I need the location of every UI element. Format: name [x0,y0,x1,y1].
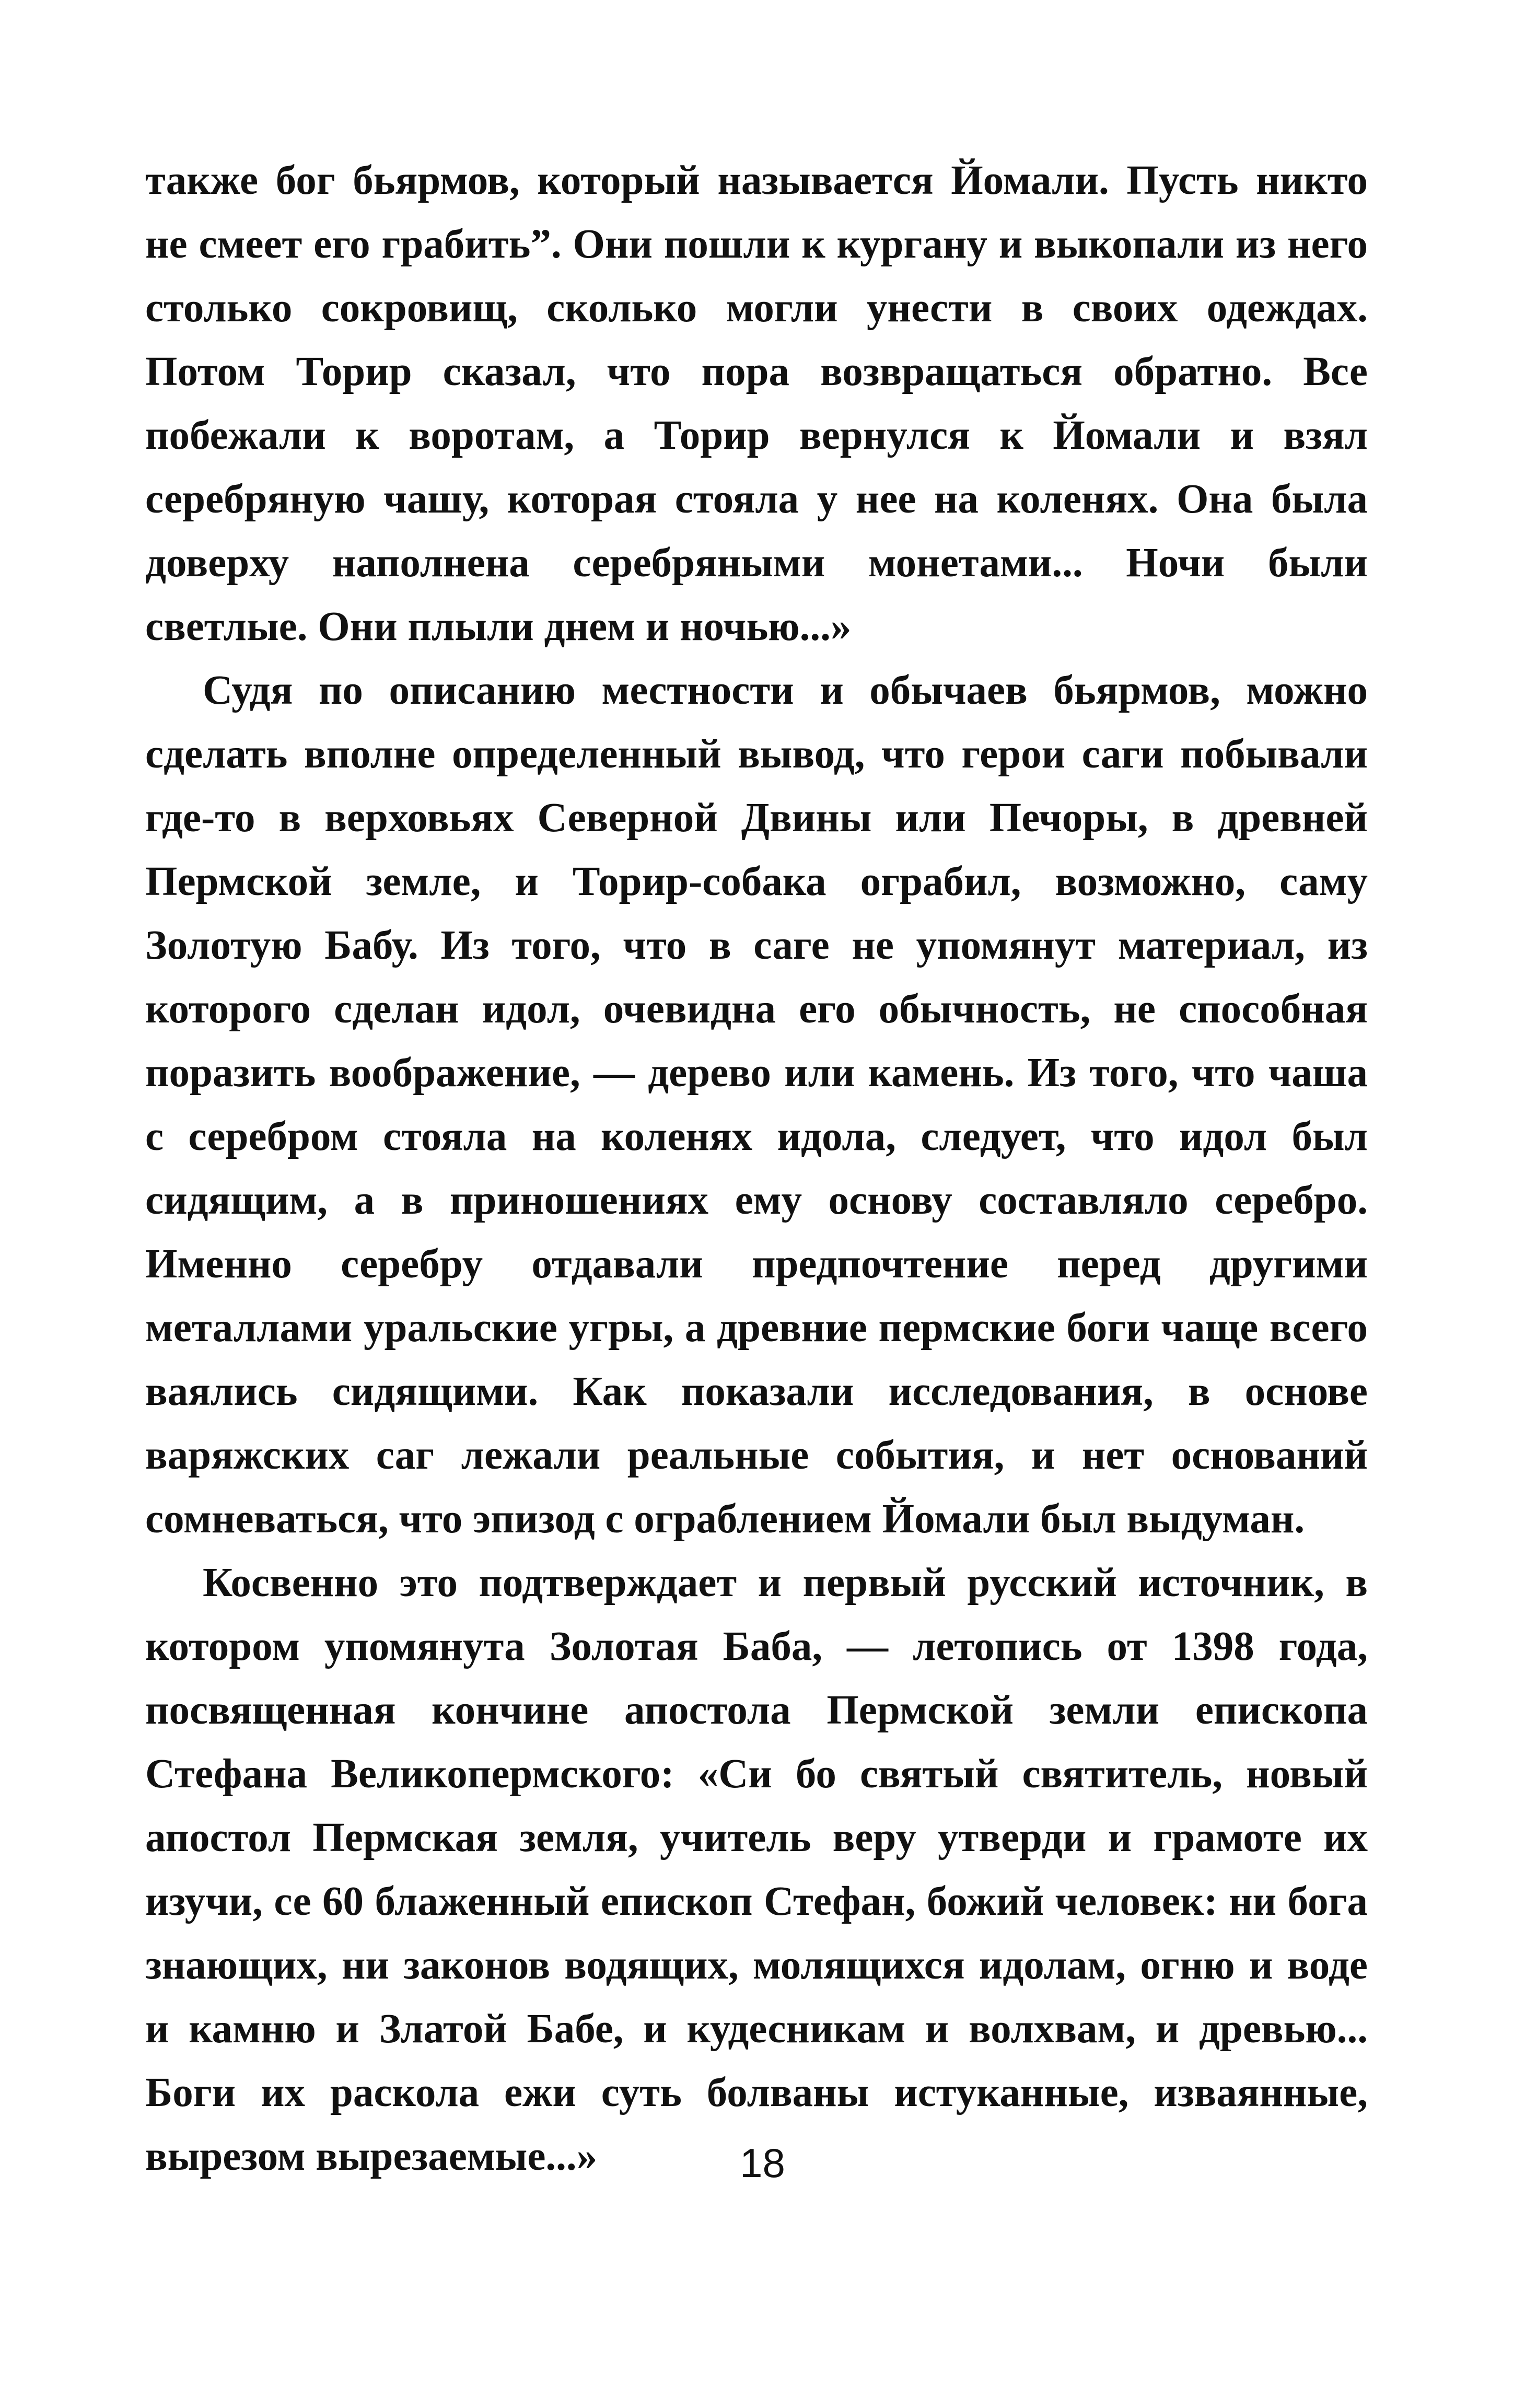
paragraph-2: Судя по описанию местности и обычаев бьярмов, можно сделать вполне определенный вывод, что герои саги побывали где-то в верховьях Северной Двины или Печоры, в древней Пермской земле, и Торир-собака ограбил, возможно, саму Золотую Бабу. Из того, что в саге не упомянут материал, из которого сделан идол, очевидна его обычность, не способная поразить воображение, — дерево или камень. Из того, что чаша с серебром стояла на коленях идола, следует, что идол был сидящим, а в приношениях ему основу составляло серебро. Именно серебру отдавали предпочтение перед другими металлами уральские угры, а древние пермские боги чаще всего ваялись сидящими. Как показали исследования, в основе варяжских саг лежали реальные события, и нет оснований сомневаться, что эпизод с ограблением Йомали был выдуман. [145,668,1368,1542]
body-text [145,149,1368,2189]
page-number: 18 [740,2140,785,2186]
paragraph-3: Косвенно это подтверждает и первый русский источник, в котором упомянута Золотая Баба, — летопись от 1398 года, посвященная кончине апостола Пермской земли епископа Стефана Великопермского: «Си бо святый святитель, новый апостол Пермская земля, учитель веру утверди и грамоте их изучи, се 60 блаженный епископ Стефан, божий человек: ни бога знающих, ни законов водящих, молящихся идолам, огню и воде и камню и Златой Бабе, и кудесникам и волхвам, и древью... Боги их раскола ежи суть болваны истуканные, изваянные, вырезом вырезаемые...» [145,1560,1368,2179]
paragraph-1: также бог бьярмов, который называется Йомали. Пусть никто не смеет его грабить”. Они пошли к кургану и выкопали из него столько сокровищ, сколько могли унести в своих одеждах. Потом Торир сказал, что пора возвращаться обратно. Все побежали к воротам, а Торир вернулся к Йомали и взял серебряную чашу, которая стояла у нее на коленях. Она была доверху наполнена серебряными монетами... Ночи были светлые. Они плыли днем и ночью...» [145,158,1368,649]
